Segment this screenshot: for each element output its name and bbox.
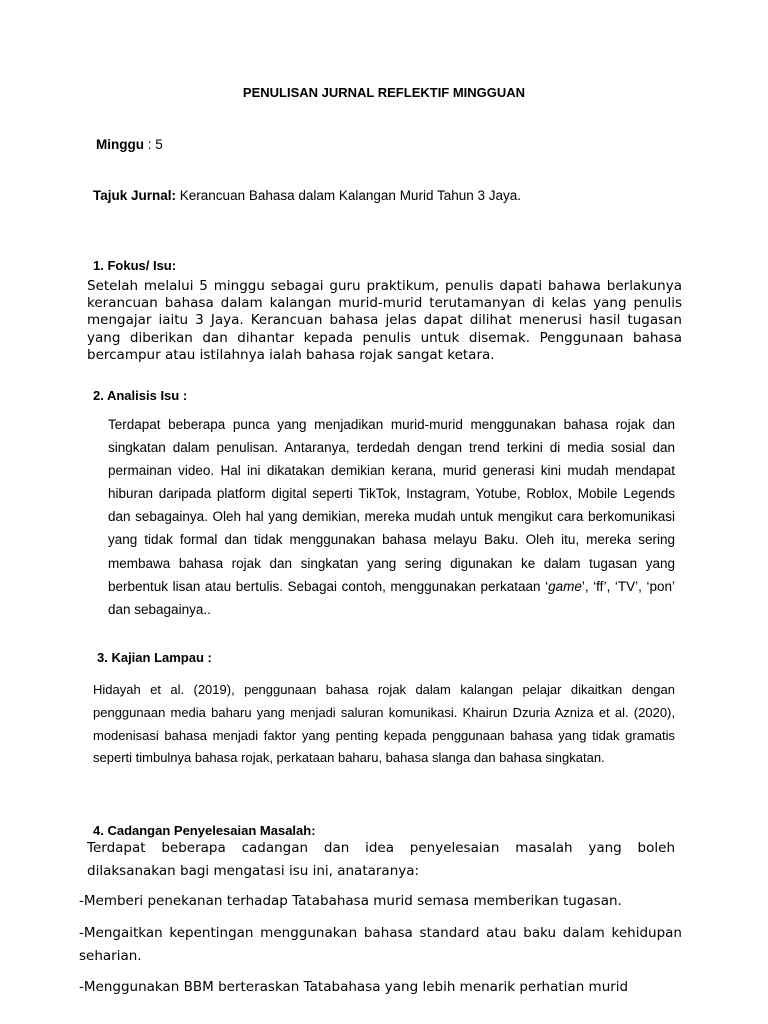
section-3-body: Hidayah et al. (2019), penggunaan bahasa rojak dalam kalangan pelajar dikaitkan dengan penggunaan media baharu yang menjadi saluran komunikasi. Khairun Dzuria Azniza et al. (2020), modenisasi bahasa menjadi faktor yang penting kepada penggunaan bahasa yang tidak gramatis seperti timbulnya bahasa rojak, perkataan baharu, bahasa slanga dan bahasa singkatan. [93, 682, 675, 766]
journal-label: Tajuk Jurnal: [93, 188, 177, 203]
section-2-body-tail: ’, ‘ff’, ‘TV’, ‘pon’ dan sebagainya.. [108, 578, 675, 617]
section-2-body-text: Terdapat beberapa punca yang menjadikan murid-murid menggunakan bahasa rojak dan singkatan dalam penulisan. Antaranya, terdedah dengan trend terkini di media sosial dan permainan video. Hal ini dikatakan demikian kerana, murid generasi kini mudah mendapat hiburan daripada platform digital seperti TikTok, Instagram, Yotube, Roblox, Mobile Legends dan sebagainya. Oleh hal yang demikian, mereka mudah untuk mengikut cara berkomunikasi yang tidak formal dan tidak menggunakan bahasa melayu Baku. Oleh itu, mereka sering membawa bahasa rojak dan singkatan yang sering digunakan ke dalam tugasan yang berbentuk lisan atau bertulis. Sebagai contoh, menggunakan perkataan ‘ [108, 417, 675, 594]
section-1-body: Setelah melalui 5 minggu sebagai guru praktikum, penulis dapati bahawa berlakunya kerancuan bahasa dalam kalangan murid-murid terutamanyan di kelas yang penulis mengajar iaitu 3 Jaya. Kerancuan bahasa jelas dapat dilihat menerusi hasil tugasan yang diberikan dan dihantar kepada penulis untuk disemak. Penggunaan bahasa bercampur atau istilahnya ialah bahasa rojak sangat ketara. [87, 278, 682, 363]
section-2-body [108, 413, 675, 621]
section-4-body: Terdapat beberapa cadangan dan idea penyelesaian masalah yang boleh dilaksanakan bagi mengatasi isu ini, anataranya: [87, 840, 675, 879]
section-1-heading: 1. Fokus/ Isu: [93, 258, 177, 273]
section-4-heading: 4. Cadangan Penyelesaian Masalah: [93, 823, 316, 838]
section-2-body-emphasis: game [548, 578, 582, 594]
list-item: -Mengaitkan kepentingan menggunakan bahasa standard atau baku dalam kehidupan seharian. [79, 925, 682, 964]
list-item: -Menggunakan BBM berteraskan Tatabahasa yang lebih menarik perhatian murid [79, 979, 629, 995]
journal-title-line [93, 188, 521, 203]
document-title: PENULISAN JURNAL REFLEKTIF MINGGUAN [242, 85, 526, 100]
week-label: Minggu [96, 137, 144, 152]
week-value: : 5 [143, 137, 163, 152]
journal-value: Kerancuan Bahasa dalam Kalangan Murid Tahun 3 Jaya. [176, 188, 522, 203]
section-2-heading: 2. Analisis Isu : [93, 388, 188, 403]
list-item: -Memberi penekanan terhadap Tatabahasa murid semasa memberikan tugasan. [79, 893, 622, 909]
section-3-heading: 3. Kajian Lampau : [97, 650, 212, 665]
week-line [96, 137, 163, 152]
